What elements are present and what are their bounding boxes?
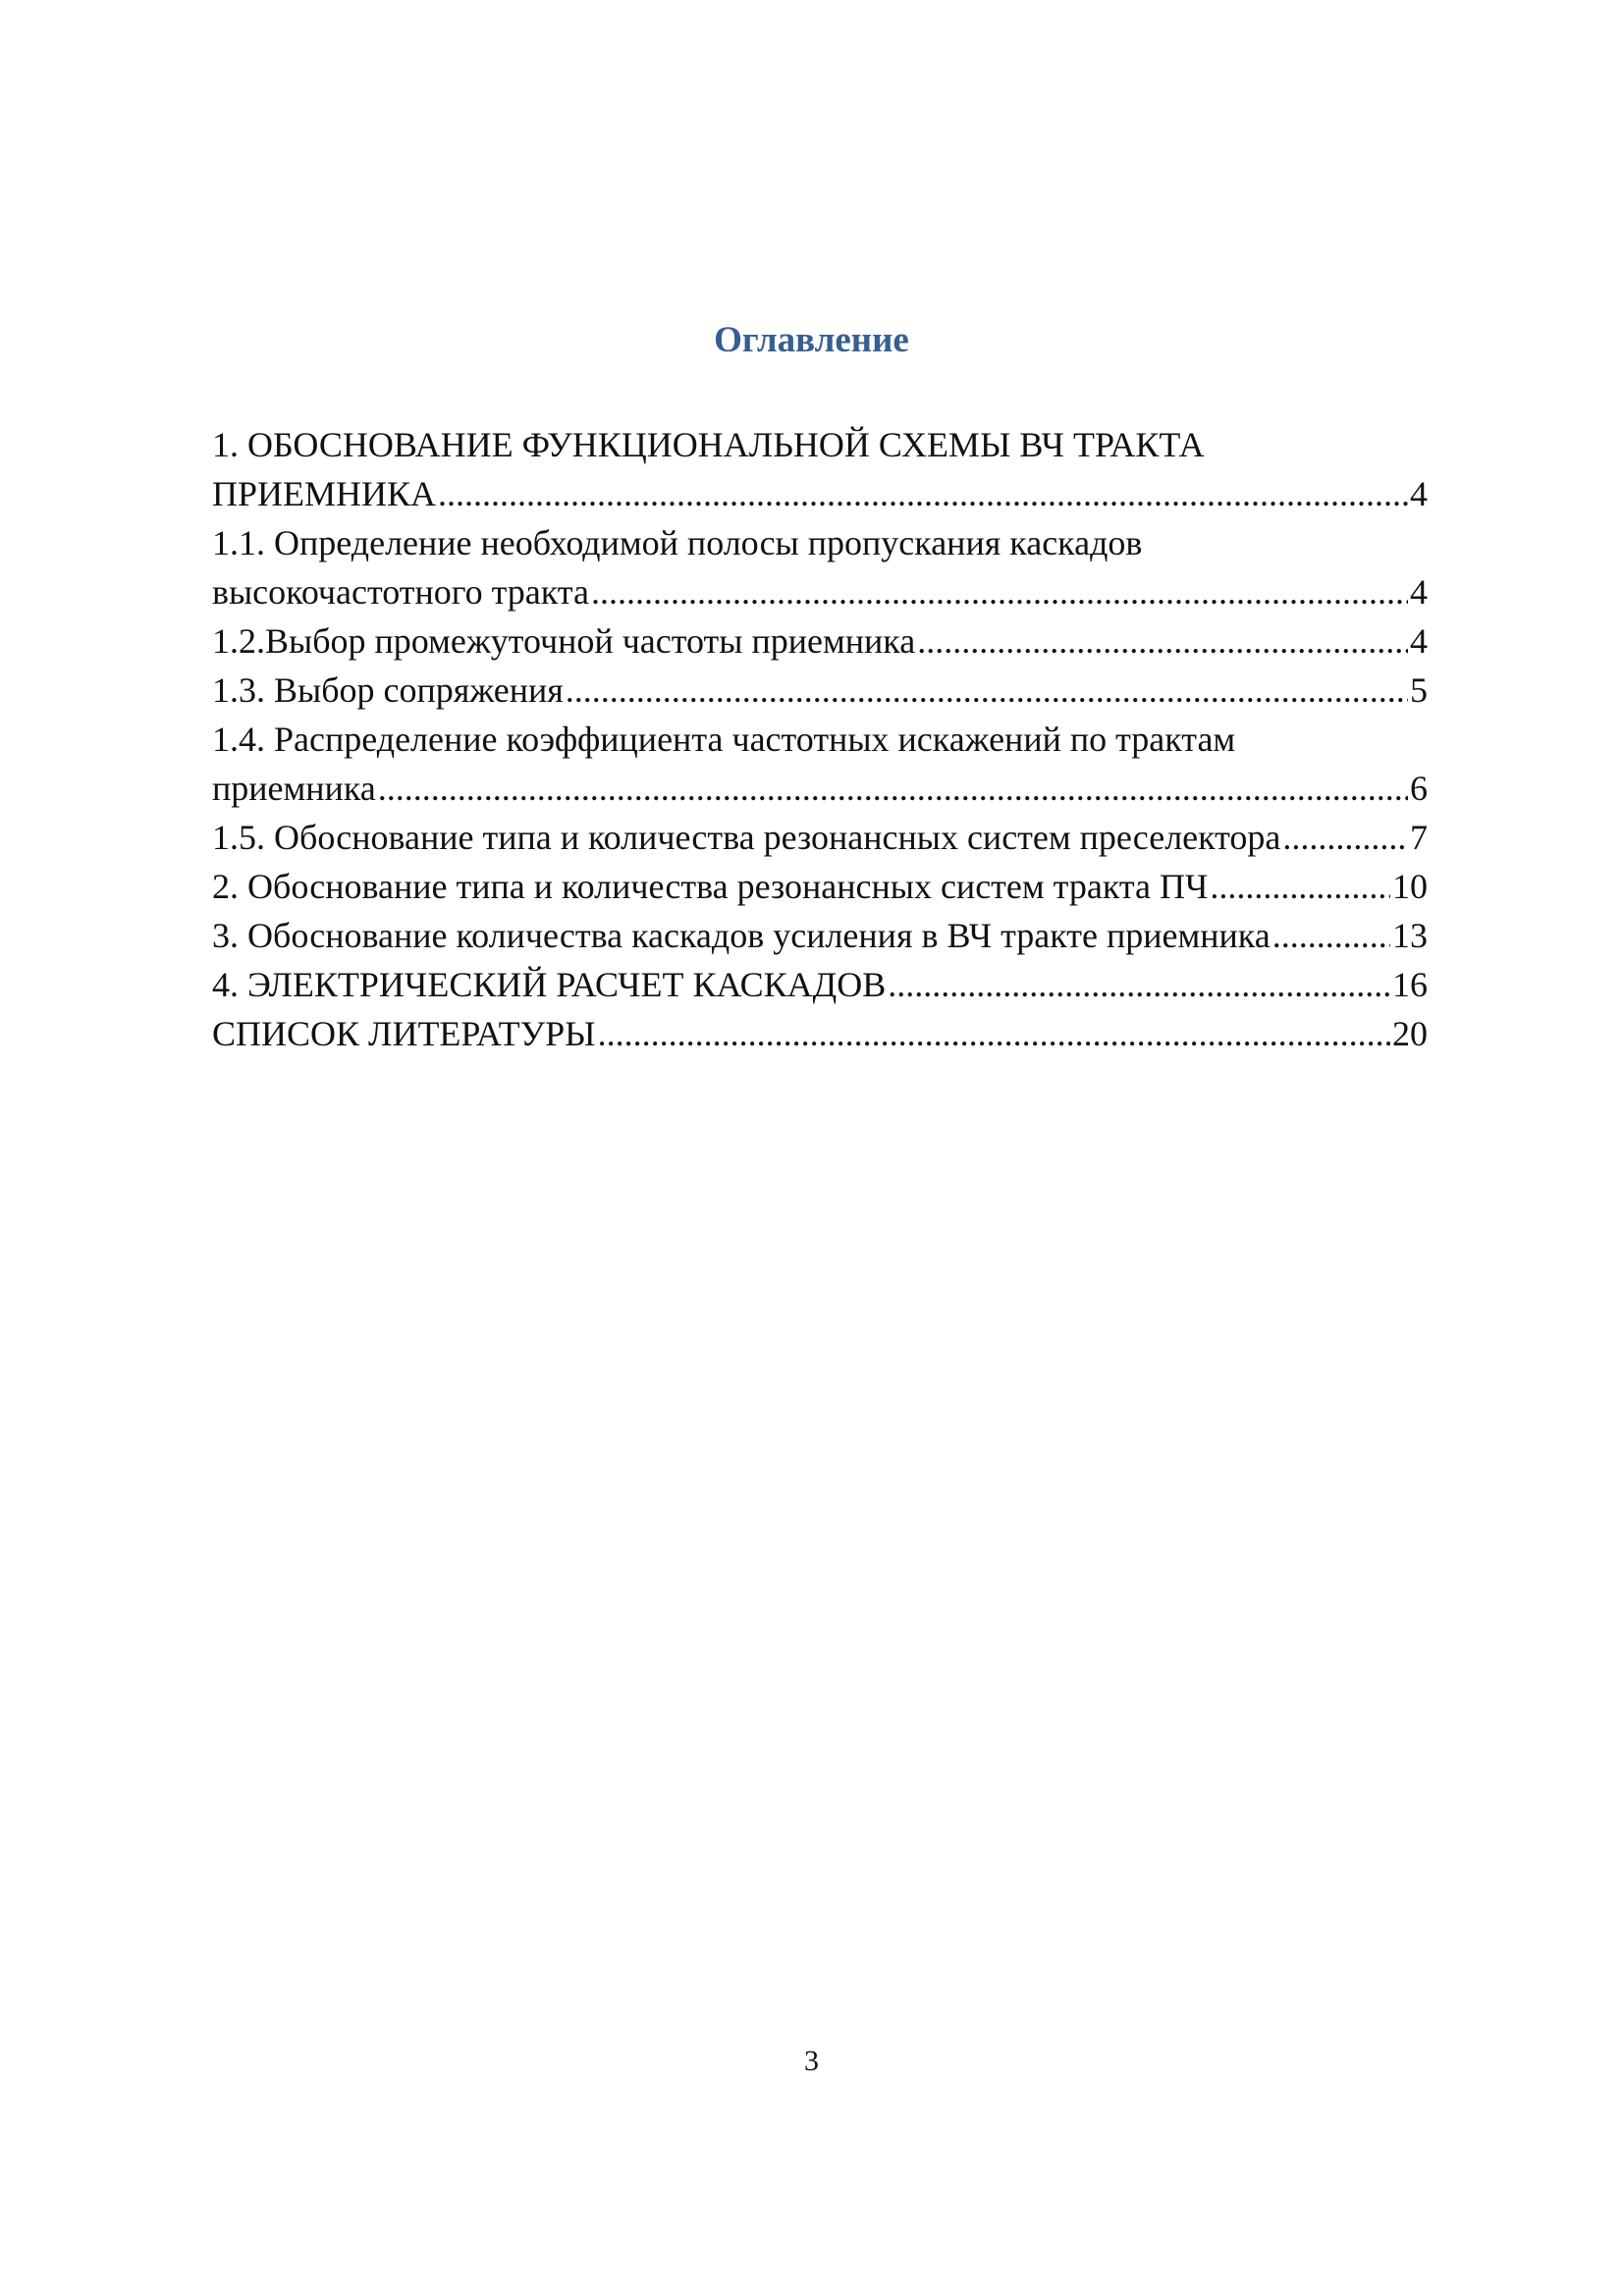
toc-entry-text: 4. ЭЛЕКТРИЧЕСКИЙ РАСЧЕТ КАСКАДОВ	[212, 965, 887, 1004]
toc-entry-line	[212, 616, 1428, 666]
toc-page-number: 4	[1410, 474, 1428, 513]
toc-entry-1-3[interactable]	[212, 666, 1428, 715]
page-number: 3	[804, 2045, 819, 2077]
toc-entry-4[interactable]	[212, 960, 1428, 1009]
dot-leader	[591, 567, 1408, 616]
toc-entry-line	[212, 911, 1428, 960]
toc-entry-text: 1.4. Распределение коэффициента частотных искажений по трактам	[212, 720, 1236, 759]
toc-entry-text: СПИСОК ЛИТЕРАТУРЫ	[212, 1014, 596, 1053]
toc-page-number: 4	[1410, 621, 1428, 661]
dot-leader	[888, 960, 1390, 1009]
toc-entry-line	[212, 764, 1428, 813]
toc-entry-line	[212, 518, 1428, 567]
toc-page-number: 7	[1410, 818, 1428, 857]
dot-leader	[917, 616, 1408, 666]
toc-entry-2[interactable]	[212, 862, 1428, 911]
toc-entry-line	[212, 862, 1428, 911]
toc-entry-text: 1.5. Обоснование типа и количества резонансных систем преселектора	[212, 818, 1281, 857]
dot-leader	[1210, 862, 1390, 911]
toc-entry-1-5[interactable]	[212, 813, 1428, 862]
toc-entry-line	[212, 813, 1428, 862]
toc-entry-1[interactable]	[212, 420, 1428, 518]
toc-entry-references[interactable]	[212, 1009, 1428, 1058]
toc-entry-line	[212, 1009, 1428, 1058]
dot-leader	[1272, 911, 1390, 960]
toc-entry-text: ПРИЕМНИКА	[212, 474, 437, 513]
table-of-contents	[212, 420, 1428, 1058]
toc-entry-line	[212, 666, 1428, 715]
toc-entry-text: приемника	[212, 769, 376, 808]
toc-entry-text: 1. ОБОСНОВАНИЕ ФУНКЦИОНАЛЬНОЙ СХЕМЫ ВЧ ТРАКТА	[212, 425, 1205, 464]
dot-leader	[566, 666, 1408, 715]
dot-leader	[378, 764, 1408, 813]
dot-leader	[438, 469, 1408, 518]
toc-page-number: 10	[1392, 867, 1428, 906]
toc-entry-1-1[interactable]	[212, 518, 1428, 616]
toc-page-number: 5	[1410, 670, 1428, 710]
toc-entry-text: 1.2.Выбор промежуточной частоты приемника	[212, 621, 916, 661]
toc-entry-1-2[interactable]	[212, 616, 1428, 666]
toc-page-number: 20	[1392, 1014, 1428, 1053]
toc-page-number: 4	[1410, 572, 1428, 612]
dot-leader	[598, 1009, 1390, 1058]
toc-entry-text: высокочастотного тракта	[212, 572, 589, 612]
toc-page-number: 13	[1392, 916, 1428, 955]
toc-entry-3[interactable]	[212, 911, 1428, 960]
toc-entry-line	[212, 567, 1428, 616]
toc-entry-text: 1.1. Определение необходимой полосы пропускания каскадов	[212, 523, 1143, 562]
toc-entry-line	[212, 469, 1428, 518]
toc-entry-text: 3. Обоснование количества каскадов усиления в ВЧ тракте приемника	[212, 916, 1271, 955]
dot-leader	[1282, 813, 1408, 862]
toc-entry-1-4[interactable]	[212, 715, 1428, 813]
toc-title: Оглавление	[714, 320, 909, 360]
toc-page-number: 16	[1392, 965, 1428, 1004]
toc-entry-line	[212, 715, 1428, 764]
toc-entry-line	[212, 960, 1428, 1009]
toc-entry-line	[212, 420, 1428, 469]
toc-entry-text: 1.3. Выбор сопряжения	[212, 670, 564, 710]
toc-page-number: 6	[1410, 769, 1428, 808]
toc-entry-text: 2. Обоснование типа и количества резонансных систем тракта ПЧ	[212, 867, 1209, 906]
